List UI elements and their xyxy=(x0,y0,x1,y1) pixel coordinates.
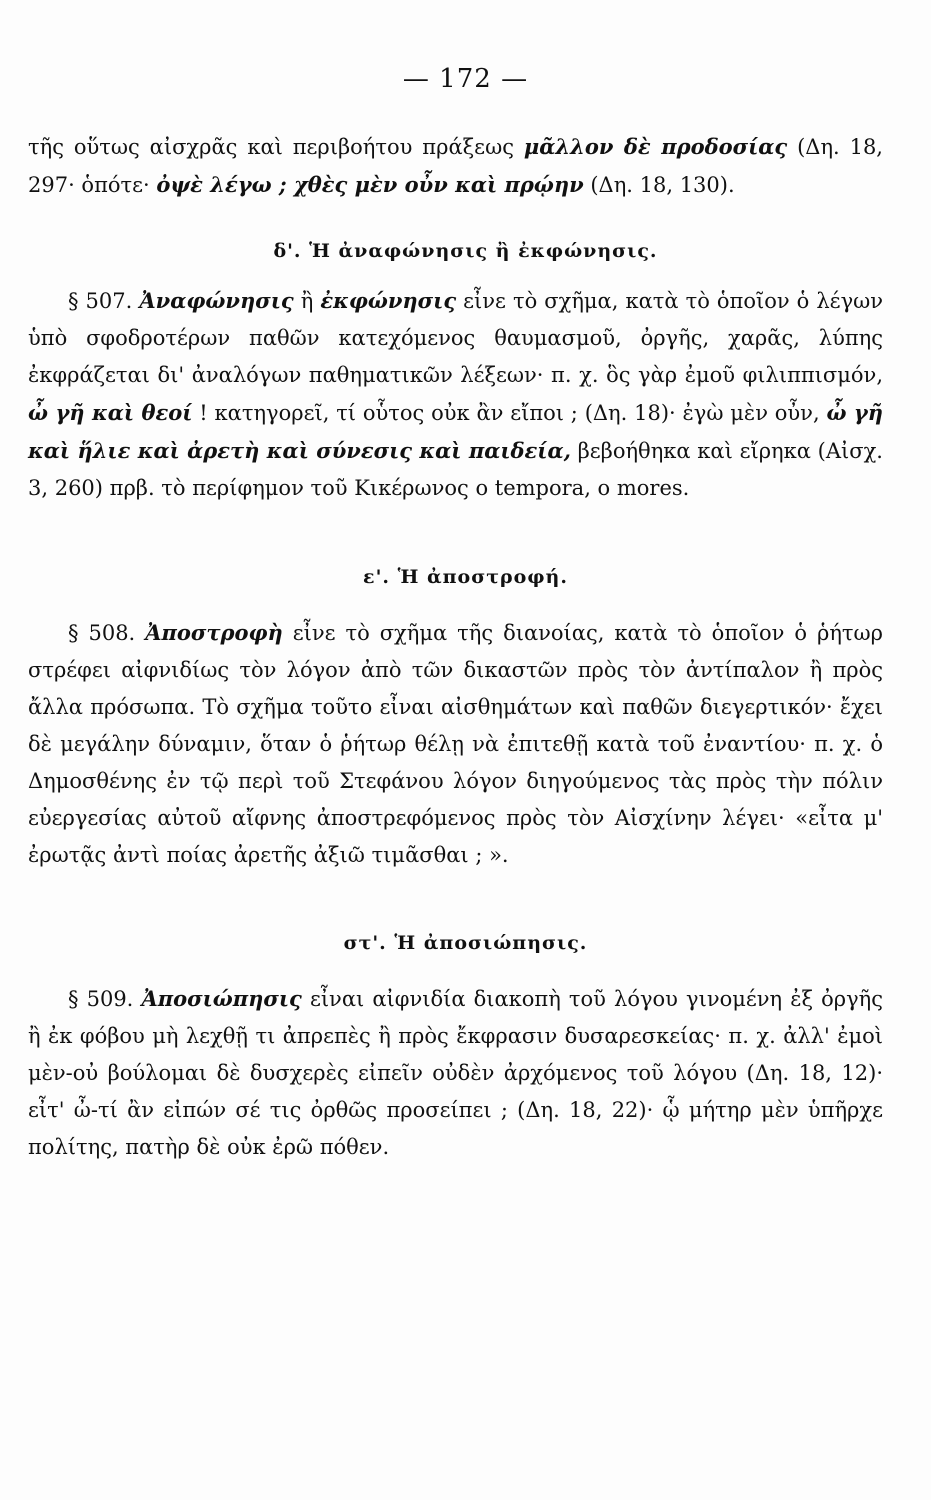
term-ekphonesis: ἐκφώνησις xyxy=(320,288,457,313)
section-heading-aposiopesis: στ'. Ἡ ἀποσιώπησις. xyxy=(343,932,588,954)
intro-emphasis-1: μᾶλλον δὲ προδοσίας xyxy=(523,134,788,159)
section-heading-apostrophe: ε'. Ἡ ἀποστροφή. xyxy=(363,566,568,588)
intro-text-3: (Δη. 18, 130). xyxy=(583,173,735,197)
section-heading-anaphonesis: δ'. Ἡ ἀναφώνησις ἢ ἐκφώνησις. xyxy=(273,240,658,262)
paragraph-508 xyxy=(28,614,883,874)
paragraph-number-507: § 507. xyxy=(68,289,140,313)
emphasis-ge-helie: ὦ γῆ καὶ ἥλιε καὶ ἀρετὴ καὶ σύνεσις καὶ παιδεία, xyxy=(28,400,884,463)
intro-paragraph xyxy=(28,128,883,204)
term-anaphonesis: Ἀναφώνησις xyxy=(139,288,294,313)
paragraph-509 xyxy=(28,980,883,1166)
text-segment: εἶναι αἰφνιδία διακοπὴ τοῦ λόγου γινομένη ἐξ ὀργῆς ἢ ἐκ φόβου μὴ λεχθῇ τι ἀπρεπὲς ἢ πρὸς ἔκφρασιν δυσαρεσκείας· π. χ. ἀλλ' ἐμοὶ μὲν-οὐ βούλομαι δὲ δυσχερὲς εἰπεῖν οὐδὲν ἀρχόμενος τοῦ λόγου (Δη. 18, 12)· εἶτ' ὦ-τί ἂν εἰπών σέ τις ὀρθῶς προσείπει ; (Δη. 18, 22)· ᾧ μήτηρ μὲν ὑπῆρχε πολίτης, πατὴρ δὲ οὐκ ἐρῶ πόθεν. xyxy=(28,987,884,1159)
text-segment: εἶνε τὸ σχῆμα, κατὰ τὸ ὁποῖον ὁ λέγων ὑπὸ σφοδροτέρων παθῶν κατεχόμενος θαυμασμοῦ, ὀργῆς, χαρᾶς, λύπης ἐκφράζεται δι' ἀναλόγων παθηματικῶν λέξεων· π. χ. ὃς γὰρ ἐμοῦ φιλιππισμόν, xyxy=(28,289,884,387)
paragraph-number-509: § 509. xyxy=(68,987,142,1011)
text-segment: ! κατηγορεῖ, τί οὗτος οὐκ ἂν εἴποι ; (Δη. 18)· ἐγὼ μὲν οὖν, xyxy=(192,401,827,425)
text-segment: εἶνε τὸ σχῆμα τῆς διανοίας, κατὰ τὸ ὁποῖον ὁ ῥήτωρ στρέφει αἰφνιδίως τὸν λόγον ἀπὸ τῶν δικαστῶν πρὸς τὸν ἀντίπαλον ἢ πρὸς ἄλλα πρόσωπα. Τὸ σχῆμα τοῦτο εἶναι αἰσθημάτων καὶ παθῶν διεγερτικόν· ἔχει δὲ μεγάλην δύναμιν, ὅταν ὁ ῥήτωρ θέλῃ νὰ ἐπιτεθῇ κατὰ τοῦ ἐναντίου· π. χ. ὁ Δημοσθένης ἐν τῷ περὶ τοῦ Στεφάνου λόγον διηγούμενος τὰς πρὸς τὴν πόλιν εὐεργεσίας αὐτοῦ αἴφνης ἀποστρεφόμενος πρὸς τὸν Αἰσχίνην λέγει· «εἶτα μ' ἐρωτᾷς ἀντὶ ποίας ἀρετῆς ἀξιῶ τιμᾶσθαι ; ». xyxy=(28,621,884,867)
text-segment: ἢ xyxy=(293,289,321,313)
paragraph-number-508: § 508. xyxy=(68,621,146,645)
paragraph-507 xyxy=(28,282,883,507)
emphasis-ge-theoi: ὦ γῆ καὶ θεοί xyxy=(28,400,193,425)
term-apostrophe: Ἀποστροφὴ xyxy=(145,620,283,645)
page-number: — 172 — xyxy=(402,64,529,94)
intro-text-2: (Δη. 18, 297· ὁπότε· xyxy=(28,135,883,197)
text-segment: βεβοήθηκα καὶ εἴρηκα (Αἰσχ. 3, 260) πρβ. τὸ περίφημον τοῦ Κικέρωνος o tempora, o mores. xyxy=(28,439,883,500)
term-aposiopesis: Ἀποσιώπησις xyxy=(141,986,302,1011)
intro-emphasis-2: ὀψὲ λέγω ; χθὲς μὲν οὖν καὶ πρῴην xyxy=(156,172,584,197)
intro-text-1: τῆς οὕτως αἰσχρᾶς καὶ περιβοήτου πράξεως xyxy=(28,135,524,159)
